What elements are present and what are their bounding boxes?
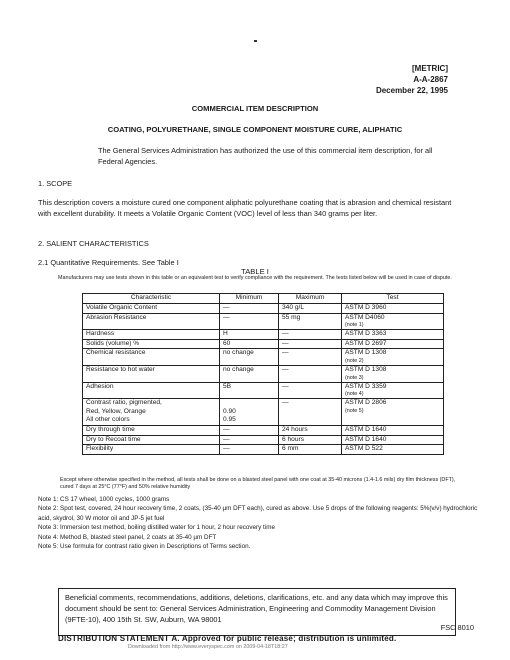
column-header: Characteristic xyxy=(83,294,220,304)
cell-minimum: no change xyxy=(220,349,279,366)
table-row xyxy=(83,339,444,349)
note-item: Note 5: Use formula for contrast ratio given in Descriptions of Terms section. xyxy=(38,543,251,551)
test-method: ASTM D 2806 xyxy=(345,399,387,407)
table-row xyxy=(83,365,444,382)
section-1-heading: 1. SCOPE xyxy=(38,179,73,188)
note-item: Note 3: Immersion test method, boiling distilled water for 1 hour, 2 hour recovery time xyxy=(38,524,275,532)
cell-minimum: 60 xyxy=(220,339,279,349)
cell-test xyxy=(342,445,444,455)
cell-minimum: no change xyxy=(220,365,279,382)
table-row xyxy=(83,382,444,399)
cell-test xyxy=(342,349,444,366)
cell-maximum: 6 hours xyxy=(279,435,342,445)
download-watermark: Downloaded from http://www.everyspec.com on 2009-04-18T18:27 xyxy=(128,644,288,650)
cell-characteristic: Resistance to hot water xyxy=(83,365,220,382)
table-row xyxy=(83,435,444,445)
cell-maximum: 24 hours xyxy=(279,425,342,435)
note-item: Note 4: Method B, blasted steel panel, 2 coats at 35-40 µm DFT xyxy=(38,533,217,541)
cell-test xyxy=(342,382,444,399)
cell-characteristic: Flexibility xyxy=(83,445,220,455)
cell-test xyxy=(342,313,444,330)
test-method: ASTM D 522 xyxy=(345,445,383,453)
notes-list xyxy=(38,495,478,551)
fsc-code: FSC 8010 xyxy=(440,623,474,632)
table-row xyxy=(83,304,444,314)
document-header xyxy=(376,63,448,96)
cell-maximum: 55 mg xyxy=(279,313,342,330)
cell-minimum: — xyxy=(220,425,279,435)
cell-test xyxy=(342,399,444,426)
cell-maximum: 6 mm xyxy=(279,445,342,455)
cell-maximum: — xyxy=(279,382,342,399)
test-method: ASTM D 3960 xyxy=(345,304,387,311)
test-note-ref: (note 3) xyxy=(345,374,364,381)
test-method: ASTM D 2697 xyxy=(345,339,387,347)
table-row xyxy=(83,445,444,455)
table-footnote: Except where otherwise specified in the method, all tests shall be done on a blasted steel panel with one coat at 35-40 microns (1.4-1.6 mils) dry film thickness (DFT), cured 7 days at 25°C (77°F) and 50% relative humidity xyxy=(60,477,456,490)
table-row xyxy=(83,399,444,426)
cell-characteristic: Volatile Organic Content xyxy=(83,304,220,314)
cell-characteristic: Abrasion Resistance xyxy=(83,313,220,330)
test-method: ASTM D 3359 xyxy=(345,382,387,390)
cell-maximum: — xyxy=(279,330,342,340)
document-subtitle: COATING, POLYURETHANE, SINGLE COMPONENT MOISTURE CURE, ALIPHATIC xyxy=(107,125,403,134)
test-note-ref: (note 1) xyxy=(345,322,364,329)
test-note-ref: (note 2) xyxy=(345,357,364,364)
cell-minimum: 0.90 0.95 xyxy=(220,399,279,426)
column-header: Maximum xyxy=(279,294,342,304)
cell-minimum: H xyxy=(220,330,279,340)
table-row xyxy=(83,349,444,366)
cell-characteristic: Adhesion xyxy=(83,382,220,399)
cell-maximum: — xyxy=(279,349,342,366)
cell-test xyxy=(342,330,444,340)
test-method: ASTM D 1308 xyxy=(345,349,387,357)
column-header: Test xyxy=(342,294,444,304)
cell-minimum: — xyxy=(220,445,279,455)
document-id: A-A-2867 xyxy=(413,75,448,84)
cell-minimum: — xyxy=(220,435,279,445)
table-caption: TABLE I xyxy=(241,267,269,276)
cell-characteristic: Contrast ratio, pigmented, Red, Yellow, Orange All other colors xyxy=(83,399,220,426)
cell-characteristic: Chemical resistance xyxy=(83,349,220,366)
test-note-ref: (note 4) xyxy=(345,391,364,398)
cell-test xyxy=(342,304,444,314)
cell-maximum: — xyxy=(279,339,342,349)
document-date: December 22, 1995 xyxy=(375,86,448,95)
test-method: ASTM D 1640 xyxy=(345,425,387,433)
test-note-ref: (note 5) xyxy=(345,407,364,414)
cell-test xyxy=(342,435,444,445)
table-row xyxy=(83,313,444,330)
cell-minimum: 5B xyxy=(220,382,279,399)
scope-paragraph: This description covers a moisture cured one component aliphatic polyurethane coating that is abrasion and chemical resistant with excellent durability. It meets a Volatile Organic Content (VOC) level of less than 340 grams per liter. xyxy=(38,198,452,218)
test-method: ASTM D 1640 xyxy=(345,435,387,443)
document-title: COMMERCIAL ITEM DESCRIPTION xyxy=(191,104,319,113)
comments-box: Beneficial comments, recommendations, additions, deletions, clarifications, etc. and any data which may improve this document should be sent to: General Services Administration, Engineering and Commodity Management Division (9FTE-10), 400 15th St. SW, Auburn, WA 98001 xyxy=(58,588,456,636)
cell-characteristic: Dry through time xyxy=(83,425,220,435)
cell-characteristic: Hardness xyxy=(83,330,220,340)
cell-minimum: — xyxy=(220,304,279,314)
cell-characteristic: Solids (volume) % xyxy=(83,339,220,349)
cell-characteristic: Dry to Recoat time xyxy=(83,435,220,445)
table-intro-note: Manufacturers may use tests shown in this table or an equivalent test to verify compliance with the requirement. The tests listed below will be used in case of dispute. xyxy=(58,275,452,281)
note-item: Note 1: CS 17 wheel, 1000 cycles, 1000 grams xyxy=(38,496,170,503)
intro-paragraph: The General Services Administration has authorized the use of this commercial item description, for all Federal Agencies. xyxy=(98,146,433,166)
table-row xyxy=(83,425,444,435)
test-method: ASTM D 1308 xyxy=(345,365,387,373)
cell-test xyxy=(342,339,444,349)
cell-maximum: — xyxy=(279,365,342,382)
note-item: Note 2: Spot test, covered, 24 hour recovery time, 2 coats, (35-40 µm DFT each), cured as above. Use 5 drops of the following reagents: 5%(v/v) hydrochloric acid, skydrol, 30 W motor oil and JP-5 jet fuel xyxy=(38,505,478,522)
cell-maximum: — xyxy=(279,399,342,426)
cell-test xyxy=(342,365,444,382)
table-header-row xyxy=(83,294,444,304)
cell-maximum: 340 g/L xyxy=(279,304,342,314)
section-2-heading: 2. SALIENT CHARACTERISTICS xyxy=(38,239,149,248)
section-2-1-heading: 2.1 Quantitative Requirements. See Table I xyxy=(38,258,179,267)
metric-label: [METRIC] xyxy=(412,64,448,73)
table-row xyxy=(83,330,444,340)
distribution-statement: DISTRIBUTION STATEMENT A. Approved for public release; distribution is unlimited. xyxy=(58,634,397,643)
cell-minimum: — xyxy=(220,313,279,330)
column-header: Minimum xyxy=(220,294,279,304)
test-method: ASTM D4060 xyxy=(345,313,385,321)
requirements-table xyxy=(82,293,444,455)
stray-mark xyxy=(254,40,257,42)
cell-test xyxy=(342,425,444,435)
test-method: ASTM D 3363 xyxy=(345,330,387,338)
